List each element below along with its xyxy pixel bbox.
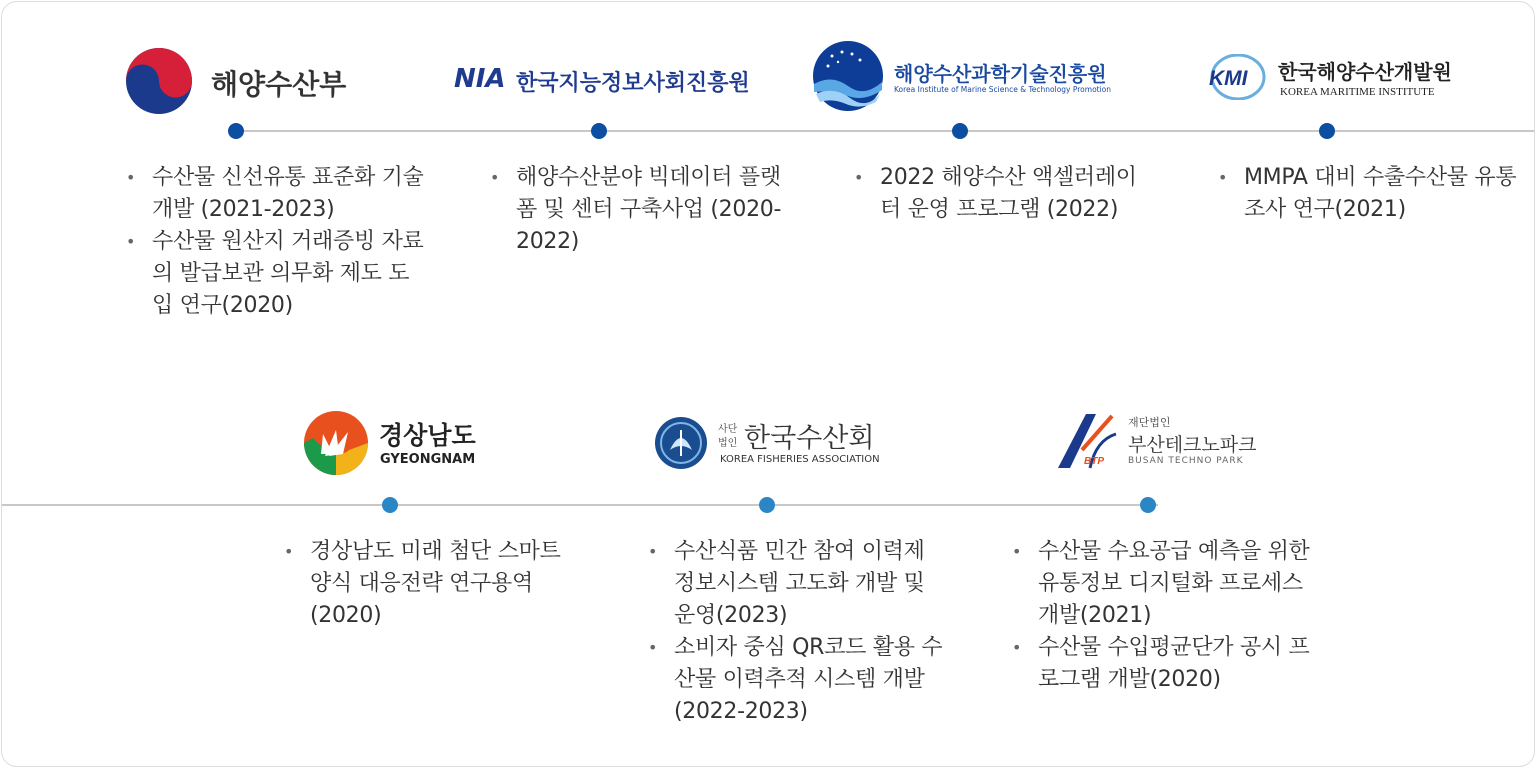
gyeongnam-emblem-icon — [303, 410, 369, 476]
timeline-line-row1 — [235, 130, 1535, 132]
project-list-btp — [1012, 536, 1312, 696]
kmi-logo — [1206, 54, 1466, 104]
svg-text:BTP: BTP — [1084, 456, 1104, 467]
mof-logo — [125, 47, 365, 117]
gyeongnam-name: 경상남도 — [379, 421, 476, 450]
btp-name: 부산테크노파크 — [1128, 434, 1257, 456]
project-item: • 수산물 신선유통 표준화 기술개발 (2021-2023) — [126, 162, 426, 226]
nia-name: 한국지능정보사회진흥원 — [516, 71, 750, 96]
nia-prefix: NIA — [454, 64, 506, 94]
svg-text:KMI: KMI — [1209, 67, 1248, 90]
kfa-subtitle: KOREA FISHERIES ASSOCIATION — [720, 454, 880, 465]
btp-emblem-icon — [1056, 410, 1118, 470]
gyeongnam-subtitle: GYEONGNAM — [380, 452, 476, 467]
project-list-kfa — [648, 536, 948, 728]
project-item: • MMPA 대비 수출수산물 유통조사 연구(2021) — [1218, 162, 1518, 226]
timeline-dot-kmi — [1319, 123, 1335, 139]
project-list-nia — [490, 162, 790, 258]
timeline-line-row2 — [2, 504, 1158, 506]
project-list-kmi — [1218, 162, 1518, 226]
kmi-name: 한국해양수산개발원 — [1278, 60, 1452, 84]
project-item: • 수산물 수입평균단가 공시 프로그램 개발(2020) — [1012, 632, 1312, 696]
taegeuk-icon — [125, 47, 193, 115]
project-item: • 해양수산분야 빅데이터 플랫폼 및 센터 구축사업 (2020-2022) — [490, 162, 790, 258]
timeline-dot-btp — [1140, 497, 1156, 513]
kfa-logo — [654, 416, 894, 472]
project-item: • 수산식품 민간 참여 이력제 정보시스템 고도화 개발 및 운영(2023) — [648, 536, 948, 632]
kimst-logo — [812, 40, 1132, 112]
btp-logo — [1056, 410, 1276, 470]
kimst-subtitle: Korea Institute of Marine Science & Technology Promotion — [894, 85, 1112, 94]
project-list-gyeongnam — [284, 536, 584, 632]
kmi-subtitle: KOREA MARITIME INSTITUTE — [1280, 86, 1435, 98]
timeline-dot-mof — [228, 123, 244, 139]
timeline-dot-nia — [591, 123, 607, 139]
gyeongnam-logo — [303, 410, 503, 480]
project-item: • 경상남도 미래 첨단 스마트 양식 대응전략 연구용역(2020) — [284, 536, 584, 632]
kimst-emblem-icon — [812, 40, 884, 112]
project-item: • 수산물 수요공급 예측을 위한 유통정보 디지털화 프로세스 개발(2021) — [1012, 536, 1312, 632]
nia-logo — [454, 62, 754, 102]
btp-tag: 재단법인 — [1128, 416, 1171, 429]
timeline-dot-kimst — [952, 123, 968, 139]
timeline-dot-gyeongnam — [382, 497, 398, 513]
kfa-name: 한국수산회 — [744, 423, 875, 454]
kfa-tag-top: 사단 — [718, 424, 738, 435]
project-item: • 2022 해양수산 액셀러레이터 운영 프로그램 (2022) — [854, 162, 1154, 226]
partners-frame — [1, 1, 1535, 767]
project-item: • 소비자 중심 QR코드 활용 수산물 이력추적 시스템 개발(2022-2023) — [648, 632, 948, 728]
mof-name: 해양수산부 — [211, 68, 347, 101]
project-list-mof — [126, 162, 426, 322]
kimst-name: 해양수산과학기술진흥원 — [894, 62, 1107, 86]
kfa-emblem-icon — [654, 416, 708, 470]
project-list-kimst — [854, 162, 1154, 226]
kmi-emblem-icon — [1206, 54, 1270, 100]
timeline-dot-kfa — [759, 497, 775, 513]
btp-subtitle: BUSAN TECHNO PARK — [1128, 456, 1244, 466]
project-item: • 수산물 원산지 거래증빙 자료의 발급보관 의무화 제도 도입 연구(2020) — [126, 226, 426, 322]
kfa-tag-bottom: 법인 — [718, 438, 738, 449]
